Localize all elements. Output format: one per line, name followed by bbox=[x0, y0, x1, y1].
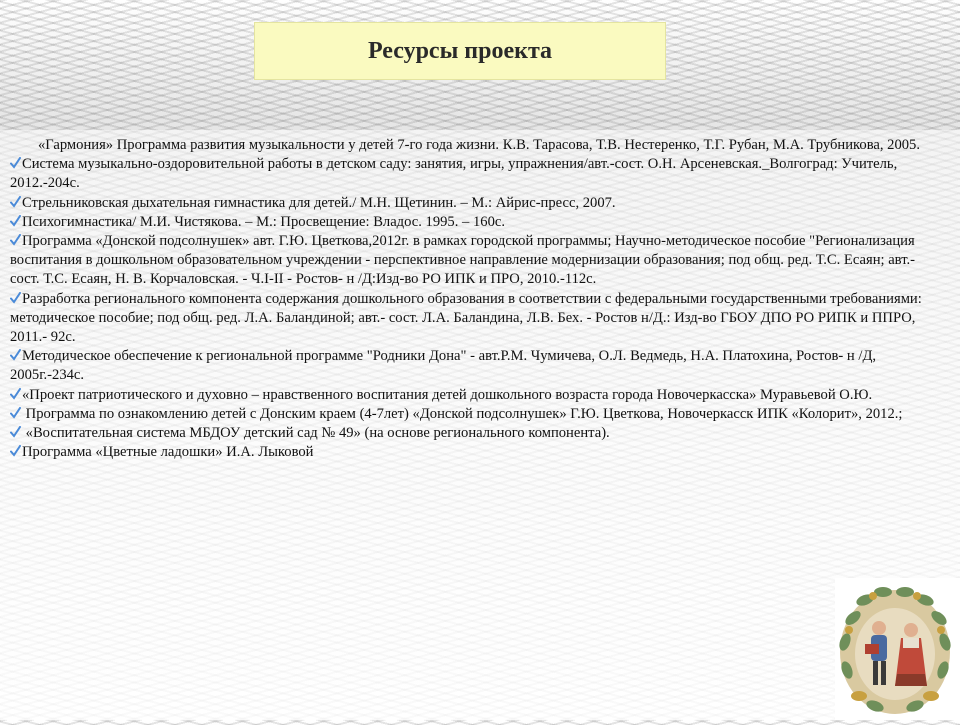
check-icon bbox=[10, 134, 18, 142]
list-item bbox=[10, 213, 945, 232]
page-title-text: Ресурсы проекта bbox=[367, 37, 553, 64]
list-item bbox=[10, 232, 945, 290]
list-item-text: Программа «Цветные ладошки» И.А. Лыковой bbox=[22, 444, 314, 461]
check-icon bbox=[10, 196, 21, 208]
check-icon bbox=[10, 234, 21, 246]
list-item-text: Стрельниковская дыхательная гимнастика для детей./ М.Н. Щетинин. – М.: Айрис-пресс, 2007. bbox=[22, 194, 616, 211]
list-item-text: Разработка регионального компонента содержания дошкольного образования в соответствии с федеральными государственными требованиями: методическое пособие; под общ. ред. Л.А. Баландиной; авт.- сост. Л.А. Баландина, Л.В. Бех. - Ростов н/Д.: Изд-во ГБОУ ДПО РО РИПК и ППРО, 2011.- 92с. bbox=[10, 290, 922, 346]
list-item bbox=[10, 405, 945, 424]
check-icon bbox=[10, 157, 21, 169]
page-title bbox=[254, 22, 666, 80]
check-icon bbox=[10, 215, 21, 227]
list-item bbox=[10, 290, 945, 348]
check-icon bbox=[10, 388, 21, 400]
list-item-text: «Гармония» Программа развития музыкальности у детей 7-го года жизни. К.В. Тарасова, Т.В. Нестеренко, Т.Г. Рубан, М.А. Трубникова, 2005. bbox=[38, 137, 920, 153]
check-icon bbox=[10, 292, 21, 304]
list-item-text: Методическое обеспечение к региональной программе "Родники Дона" - авт.Р.М. Чумичева, О.Л. Ведмедь, Н.А. Платохина, Ростов- н /Д, 2005г.-234с. bbox=[10, 348, 877, 384]
list-item-text: «Воспитательная система МБДОУ детский сад № 49» (на основе регионального компонента). bbox=[22, 425, 610, 442]
check-icon bbox=[10, 349, 21, 361]
list-item bbox=[10, 443, 945, 462]
list-item-text: Система музыкально-оздоровительной работы в детском саду: занятия, игры, упражнения/авт.-сост. О.Н. Арсеневская._Волгоград: Учитель, 2012.-204с. bbox=[10, 156, 898, 192]
list-item-text: Программа «Донской подсолнушек» авт. Г.Ю. Цветкова,2012г. в рамках городской программы; Научно-методическое пособие "Регионализация воспитания в дошкольном образовательном учреждении - перспективное направление модернизации образования; под общ. ред. Т.С. Есаян; авт.- сост. Т.С. Есаян, Н. В. Корчаловская. - Ч.I-II - Ростов- н /Д:Изд-во РО ИПК и ПРО, 2010.-112с. bbox=[10, 233, 915, 288]
list-item bbox=[10, 194, 945, 213]
check-icon bbox=[10, 426, 21, 438]
list-item bbox=[10, 386, 945, 405]
list-item-text: «Проект патриотического и духовно – нравственного воспитания детей дошкольного возраста города Новочеркасска» Муравьевой О.Ю. bbox=[22, 386, 873, 403]
list-item bbox=[10, 347, 945, 385]
list-item-text: Программа по ознакомлению детей с Донским краем (4-7лет) «Донской подсолнушек» Г.Ю. Цветкова, Новочеркасск ИПК «Колорит», 2012.; bbox=[22, 405, 903, 422]
resource-list bbox=[10, 134, 945, 462]
list-item-text: Психогимнастика/ М.И. Чистякова. – М.: Просвещение: Владос. 1995. – 160с. bbox=[22, 213, 505, 230]
list-item bbox=[10, 155, 945, 193]
folk-emblem-image bbox=[835, 578, 960, 720]
check-icon bbox=[10, 445, 21, 457]
folk-emblem-icon bbox=[835, 578, 960, 720]
check-icon bbox=[10, 407, 21, 419]
list-item bbox=[10, 424, 945, 443]
list-item bbox=[10, 134, 945, 155]
